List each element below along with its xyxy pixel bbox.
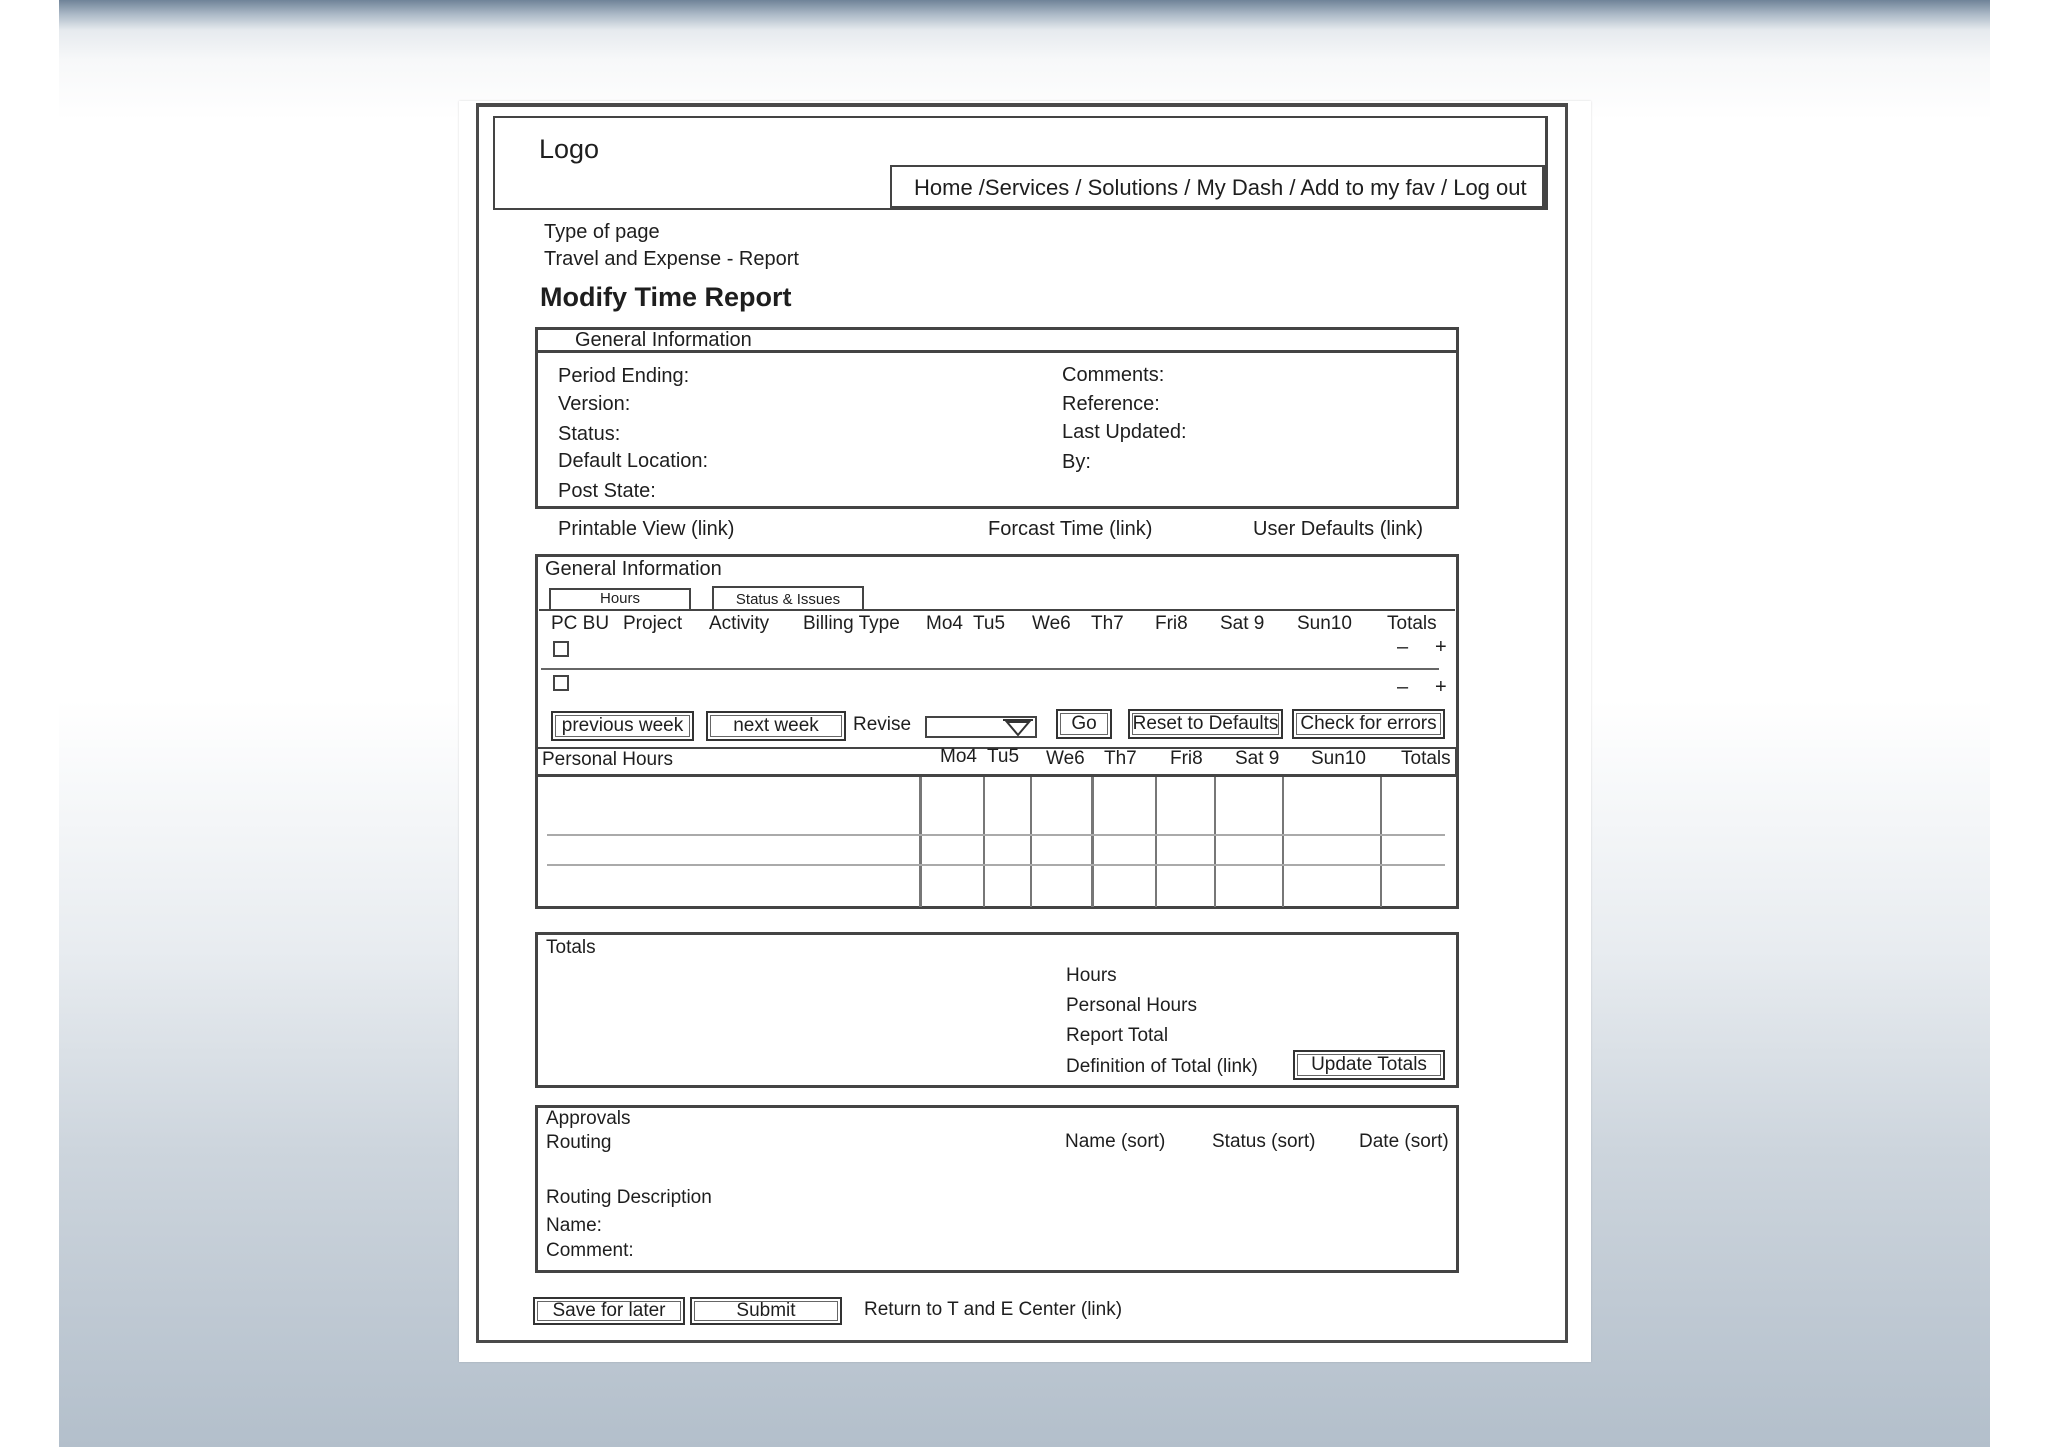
ph-col-fri8: Fri8 (1170, 748, 1203, 769)
default-location-label: Default Location: (558, 450, 709, 472)
col-mo4: Mo4 (926, 613, 963, 634)
ph-grid-line (1091, 777, 1094, 907)
routing-label: Routing (546, 1132, 612, 1153)
approvals-title: Approvals (546, 1108, 631, 1129)
personal-hours-title: Personal Hours (542, 749, 673, 770)
status-sort-link[interactable]: Status (sort) (1212, 1131, 1316, 1152)
ph-col-we6: We6 (1046, 748, 1085, 769)
ph-grid-line (1155, 777, 1157, 907)
user-defaults-link[interactable]: User Defaults (link) (1253, 518, 1424, 540)
col-totals: Totals (1387, 613, 1437, 634)
col-activity: Activity (709, 613, 770, 634)
check-for-errors-button[interactable]: Check for errors (1292, 709, 1445, 739)
col-tu5: Tu5 (973, 613, 1006, 634)
ph-col-tu5: Tu5 (987, 746, 1020, 767)
personal-hours-header-rule (537, 774, 1457, 777)
timesheet-title: General Information (545, 558, 722, 580)
return-to-te-center-link[interactable]: Return to T and E Center (link) (864, 1299, 1123, 1320)
logo: Logo (539, 134, 600, 164)
next-week-button[interactable]: next week (706, 711, 846, 741)
col-project: Project (623, 613, 683, 634)
date-sort-link[interactable]: Date (sort) (1359, 1131, 1449, 1152)
row-2-remove-button[interactable]: – (1397, 676, 1409, 698)
comments-label: Comments: (1062, 364, 1165, 386)
row-1-checkbox[interactable] (553, 641, 569, 657)
col-sat9: Sat 9 (1220, 613, 1265, 634)
approval-comment-label: Comment: (546, 1240, 634, 1261)
by-label: By: (1062, 451, 1091, 473)
approval-name-label: Name: (546, 1215, 602, 1236)
revise-label: Revise (853, 714, 912, 735)
ph-grid-line (1030, 777, 1032, 907)
update-totals-button[interactable]: Update Totals (1293, 1050, 1445, 1080)
reference-label: Reference: (1062, 393, 1160, 415)
previous-week-button[interactable]: previous week (551, 711, 694, 741)
ph-col-th7: Th7 (1104, 748, 1137, 769)
last-updated-label: Last Updated: (1062, 421, 1187, 443)
post-state-label: Post State: (558, 480, 656, 502)
routing-description-label: Routing Description (546, 1187, 712, 1208)
ph-col-sun10: Sun10 (1311, 748, 1366, 769)
revise-select[interactable] (925, 716, 1037, 738)
row-divider (541, 668, 1439, 670)
ph-col-totals: Totals (1401, 748, 1451, 769)
general-info-title: General Information (575, 329, 752, 351)
totals-personal-hours: Personal Hours (1066, 995, 1197, 1016)
ph-grid-line (983, 777, 985, 907)
totals-title: Totals (546, 937, 596, 958)
page-type-label: Type of page (544, 221, 660, 243)
totals-hours: Hours (1066, 965, 1117, 986)
row-2-checkbox[interactable] (553, 675, 569, 691)
ph-grid-line (1380, 777, 1382, 907)
ph-header-right-edge (1455, 747, 1457, 777)
submit-button[interactable]: Submit (690, 1297, 842, 1325)
version-label: Version: (558, 393, 631, 415)
ph-col-sat9: Sat 9 (1235, 748, 1280, 769)
page-title: Modify Time Report (540, 282, 792, 312)
col-pc-bu: PC BU (551, 613, 610, 634)
ph-grid-line (1214, 777, 1216, 907)
save-for-later-button[interactable]: Save for later (533, 1297, 685, 1325)
col-fri8: Fri8 (1155, 613, 1188, 634)
col-th7: Th7 (1091, 613, 1124, 634)
tab-status-issues[interactable]: Status & Issues (712, 586, 864, 610)
ph-grid-line (919, 777, 922, 907)
chevron-down-icon (1003, 719, 1033, 737)
printable-view-link[interactable]: Printable View (link) (558, 518, 735, 540)
col-we6: We6 (1032, 613, 1071, 634)
page-type-value: Travel and Expense - Report (544, 248, 799, 270)
forecast-time-link[interactable]: Forcast Time (link) (988, 518, 1153, 540)
nav-links[interactable]: Home /Services / Solutions / My Dash / Add to my fav / Log out (914, 175, 1527, 200)
tab-hours[interactable]: Hours (549, 588, 691, 610)
col-billing-type: Billing Type (803, 613, 900, 634)
general-info-section (535, 327, 1459, 509)
tab-baseline (539, 609, 1455, 611)
status-label: Status: (558, 423, 621, 445)
totals-report-total: Report Total (1066, 1025, 1169, 1046)
ph-row-line (547, 864, 1445, 866)
go-button[interactable]: Go (1056, 709, 1112, 739)
ph-col-mo4: Mo4 (940, 746, 977, 767)
period-ending-label: Period Ending: (558, 365, 690, 387)
row-1-add-button[interactable]: + (1435, 636, 1447, 658)
reset-to-defaults-button[interactable]: Reset to Defaults (1128, 709, 1283, 739)
ph-row-line (547, 834, 1445, 836)
ph-grid-line (1282, 777, 1284, 907)
row-2-add-button[interactable]: + (1435, 676, 1447, 698)
row-1-remove-button[interactable]: – (1397, 636, 1409, 658)
name-sort-link[interactable]: Name (sort) (1065, 1131, 1166, 1152)
col-sun10: Sun10 (1297, 613, 1352, 634)
definition-of-total-link[interactable]: Definition of Total (link) (1066, 1056, 1258, 1077)
